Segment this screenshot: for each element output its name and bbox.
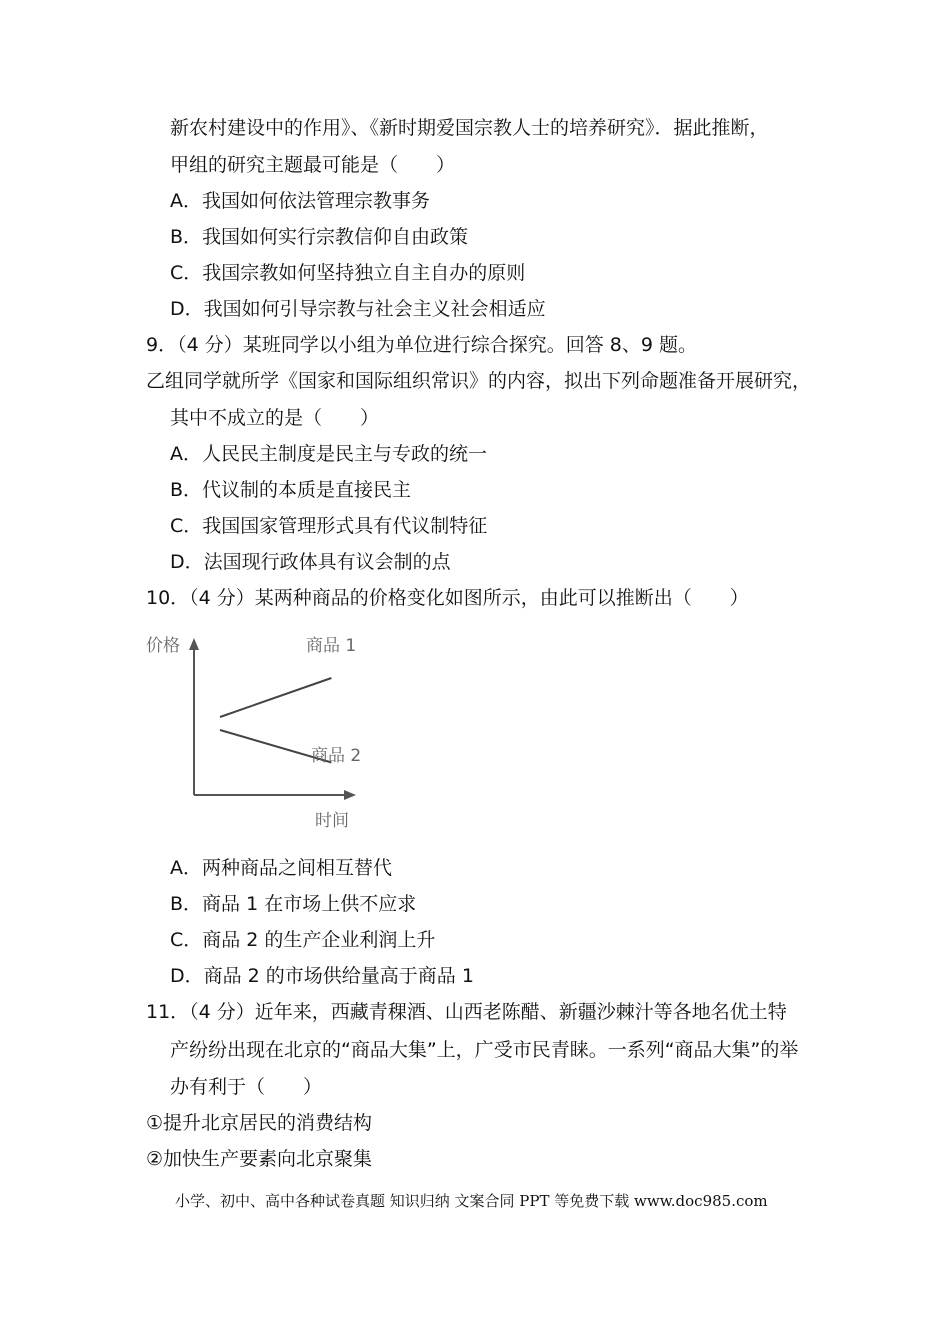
q10-option-c: C．商品 2 的生产企业利润上升 — [170, 929, 436, 951]
series-label-product-2: 商品 2 — [311, 746, 362, 766]
q11-stem-line2: 产纷纷出现在北京的“商品大集”上，广受市民青睐。一系列“商品大集”的举 — [170, 1039, 799, 1061]
x-axis-arrow — [344, 790, 356, 800]
price-chart-svg — [140, 622, 380, 840]
q9-option-d: D．法国现行政体具有议会制的点 — [170, 551, 451, 573]
q9-option-b: B．代议制的本质是直接民主 — [170, 479, 412, 501]
x-axis-label: 时间 — [315, 811, 349, 831]
q8-option-d: D．我国如何引导宗教与社会主义社会相适应 — [170, 298, 546, 320]
q8-option-a: A．我国如何依法管理宗教事务 — [170, 190, 430, 212]
y-axis-label: 价格 — [146, 636, 180, 656]
price-chart — [140, 622, 380, 840]
q9-option-a: A．人民民主制度是民主与专政的统一 — [170, 443, 487, 465]
q10-option-b: B．商品 1 在市场上供不应求 — [170, 893, 417, 915]
series-label-product-1: 商品 1 — [306, 636, 357, 656]
q11-stem-line1: 11．（4 分）近年来，西藏青稞酒、山西老陈醋、新疆沙棘汁等各地名优土特 — [146, 1001, 787, 1023]
q9-stem-line1: 9．（4 分）某班同学以小组为单位进行综合探究。回答 8、9 题。 — [146, 334, 697, 356]
q10-option-a: A．两种商品之间相互替代 — [170, 857, 392, 879]
q11-stem-line3: 办有利于（ ） — [170, 1076, 323, 1098]
q8-stem-line2: 甲组的研究主题最可能是（ ） — [170, 154, 456, 176]
q11-item-2: ②加快生产要素向北京聚集 — [146, 1148, 373, 1170]
q10-stem: 10．（4 分）某两种商品的价格变化如图所示，由此可以推断出（ ） — [146, 587, 749, 609]
q8-option-b: B．我国如何实行宗教信仰自由政策 — [170, 226, 469, 248]
y-axis-arrow — [189, 638, 199, 650]
page-footer: 小学、初中、高中各种试卷真题 知识归纳 文案合同 PPT 等免费下载 www.doc985.com — [175, 1192, 768, 1210]
q9-option-c: C．我国国家管理形式具有代议制特征 — [170, 515, 488, 537]
q8-option-c: C．我国宗教如何坚持独立自主自办的原则 — [170, 262, 526, 284]
q10-option-d: D．商品 2 的市场供给量高于商品 1 — [170, 965, 474, 987]
q8-stem-line1: 新农村建设中的作用》、《新时期爱国宗教人士的培养研究》．据此推断， — [170, 117, 769, 139]
series-line-product-1 — [220, 678, 331, 717]
q9-stem-line3: 其中不成立的是（ ） — [170, 407, 380, 429]
q9-stem-line2: 乙组同学就所学《国家和国际组织常识》的内容，拟出下列命题准备开展研究， — [146, 370, 812, 392]
q11-item-1: ①提升北京居民的消费结构 — [146, 1112, 373, 1134]
